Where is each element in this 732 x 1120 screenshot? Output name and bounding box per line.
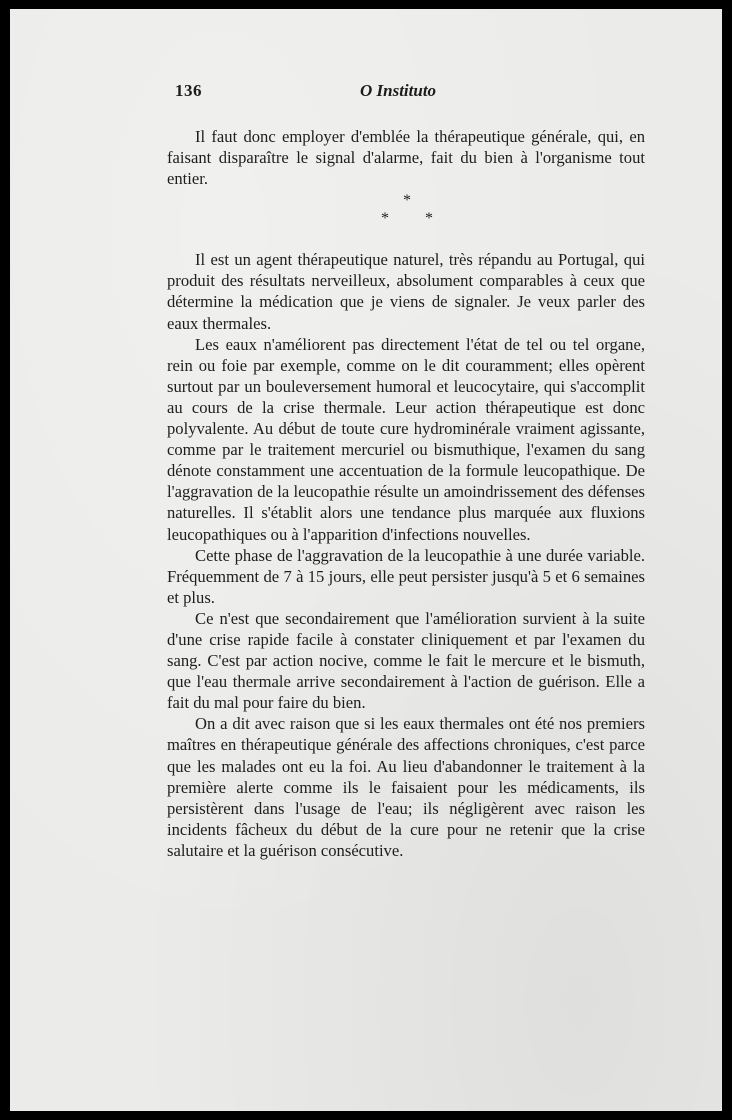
paragraph: Les eaux n'améliorent pas directement l'état de tel ou tel organe, rein ou foie par exemple, comme on le dit couramment; elles opèrent surtout par un bouleversement humoral et leucocytaire, qui s'accomplit au cours de la crise thermale. Leur action thérapeutique est donc polyvalente. Au début de toute cure hydrominérale vraiment agissante, comme par le traitement mercuriel ou bismuthique, l'examen du sang dénote constamment une accentuation de la formule leucopathique. De l'aggravation de la leucopathie résulte un amoindrissement des défenses naturelles. Il s'établit alors une tendance plus marquée aux fluxions leucopathiques ou à l'apparition d'infections nouvelles. (167, 334, 645, 544)
paragraph: Ce n'est que secondairement que l'amélioration survient à la suite d'une crise rapide facile à constater cliniquement et par l'examen du sang. C'est par action nocive, comme le fait le mercure et le bismuth, que l'eau thermale arrive secondairement à l'action de guérison. Elle a fait du mal pour faire du bien. (167, 608, 645, 713)
running-title: O Instituto (360, 81, 437, 100)
page-header (175, 81, 627, 103)
paragraph: Il est un agent thérapeutique naturel, très répandu au Portugal, qui produit des résultats nerveilleux, absolument comparables à ceux que détermine la médication que je viens de signaler. Je veux parler des eaux thermales. (167, 250, 645, 333)
page-number: 136 (175, 81, 202, 100)
book-page (10, 9, 722, 1111)
paragraph: On a dit avec raison que si les eaux thermales ont été nos premiers maîtres en thérapeutique générale des affections chroniques, c'est parce que les malades ont eu la foi. Au lieu d'abandonner le traitement à la première alerte comme ils le faisaient pour les médicaments, ils persistèrent dans l'usage de l'eau; ils négligèrent avec raison les incidents fâcheux du début de la cure pour ne retenir que la crise salutaire et la guérison consécutive. (167, 714, 645, 860)
paragraph: Cette phase de l'aggravation de la leucopathie à une durée variable. Fréquemment de 7 à 15 jours, elle peut persister jusqu'à 5 et 6 semaines et plus. (167, 545, 645, 607)
section-separator (167, 191, 645, 243)
body-text (167, 126, 645, 861)
paragraph: Il faut donc employer d'emblée la thérapeutique générale, qui, en faisant disparaître le signal d'alarme, fait du bien à l'organisme tout entier. (167, 127, 645, 189)
asterisk: * (403, 192, 411, 210)
asterisk: * (425, 210, 433, 228)
asterisk: * (381, 210, 389, 228)
